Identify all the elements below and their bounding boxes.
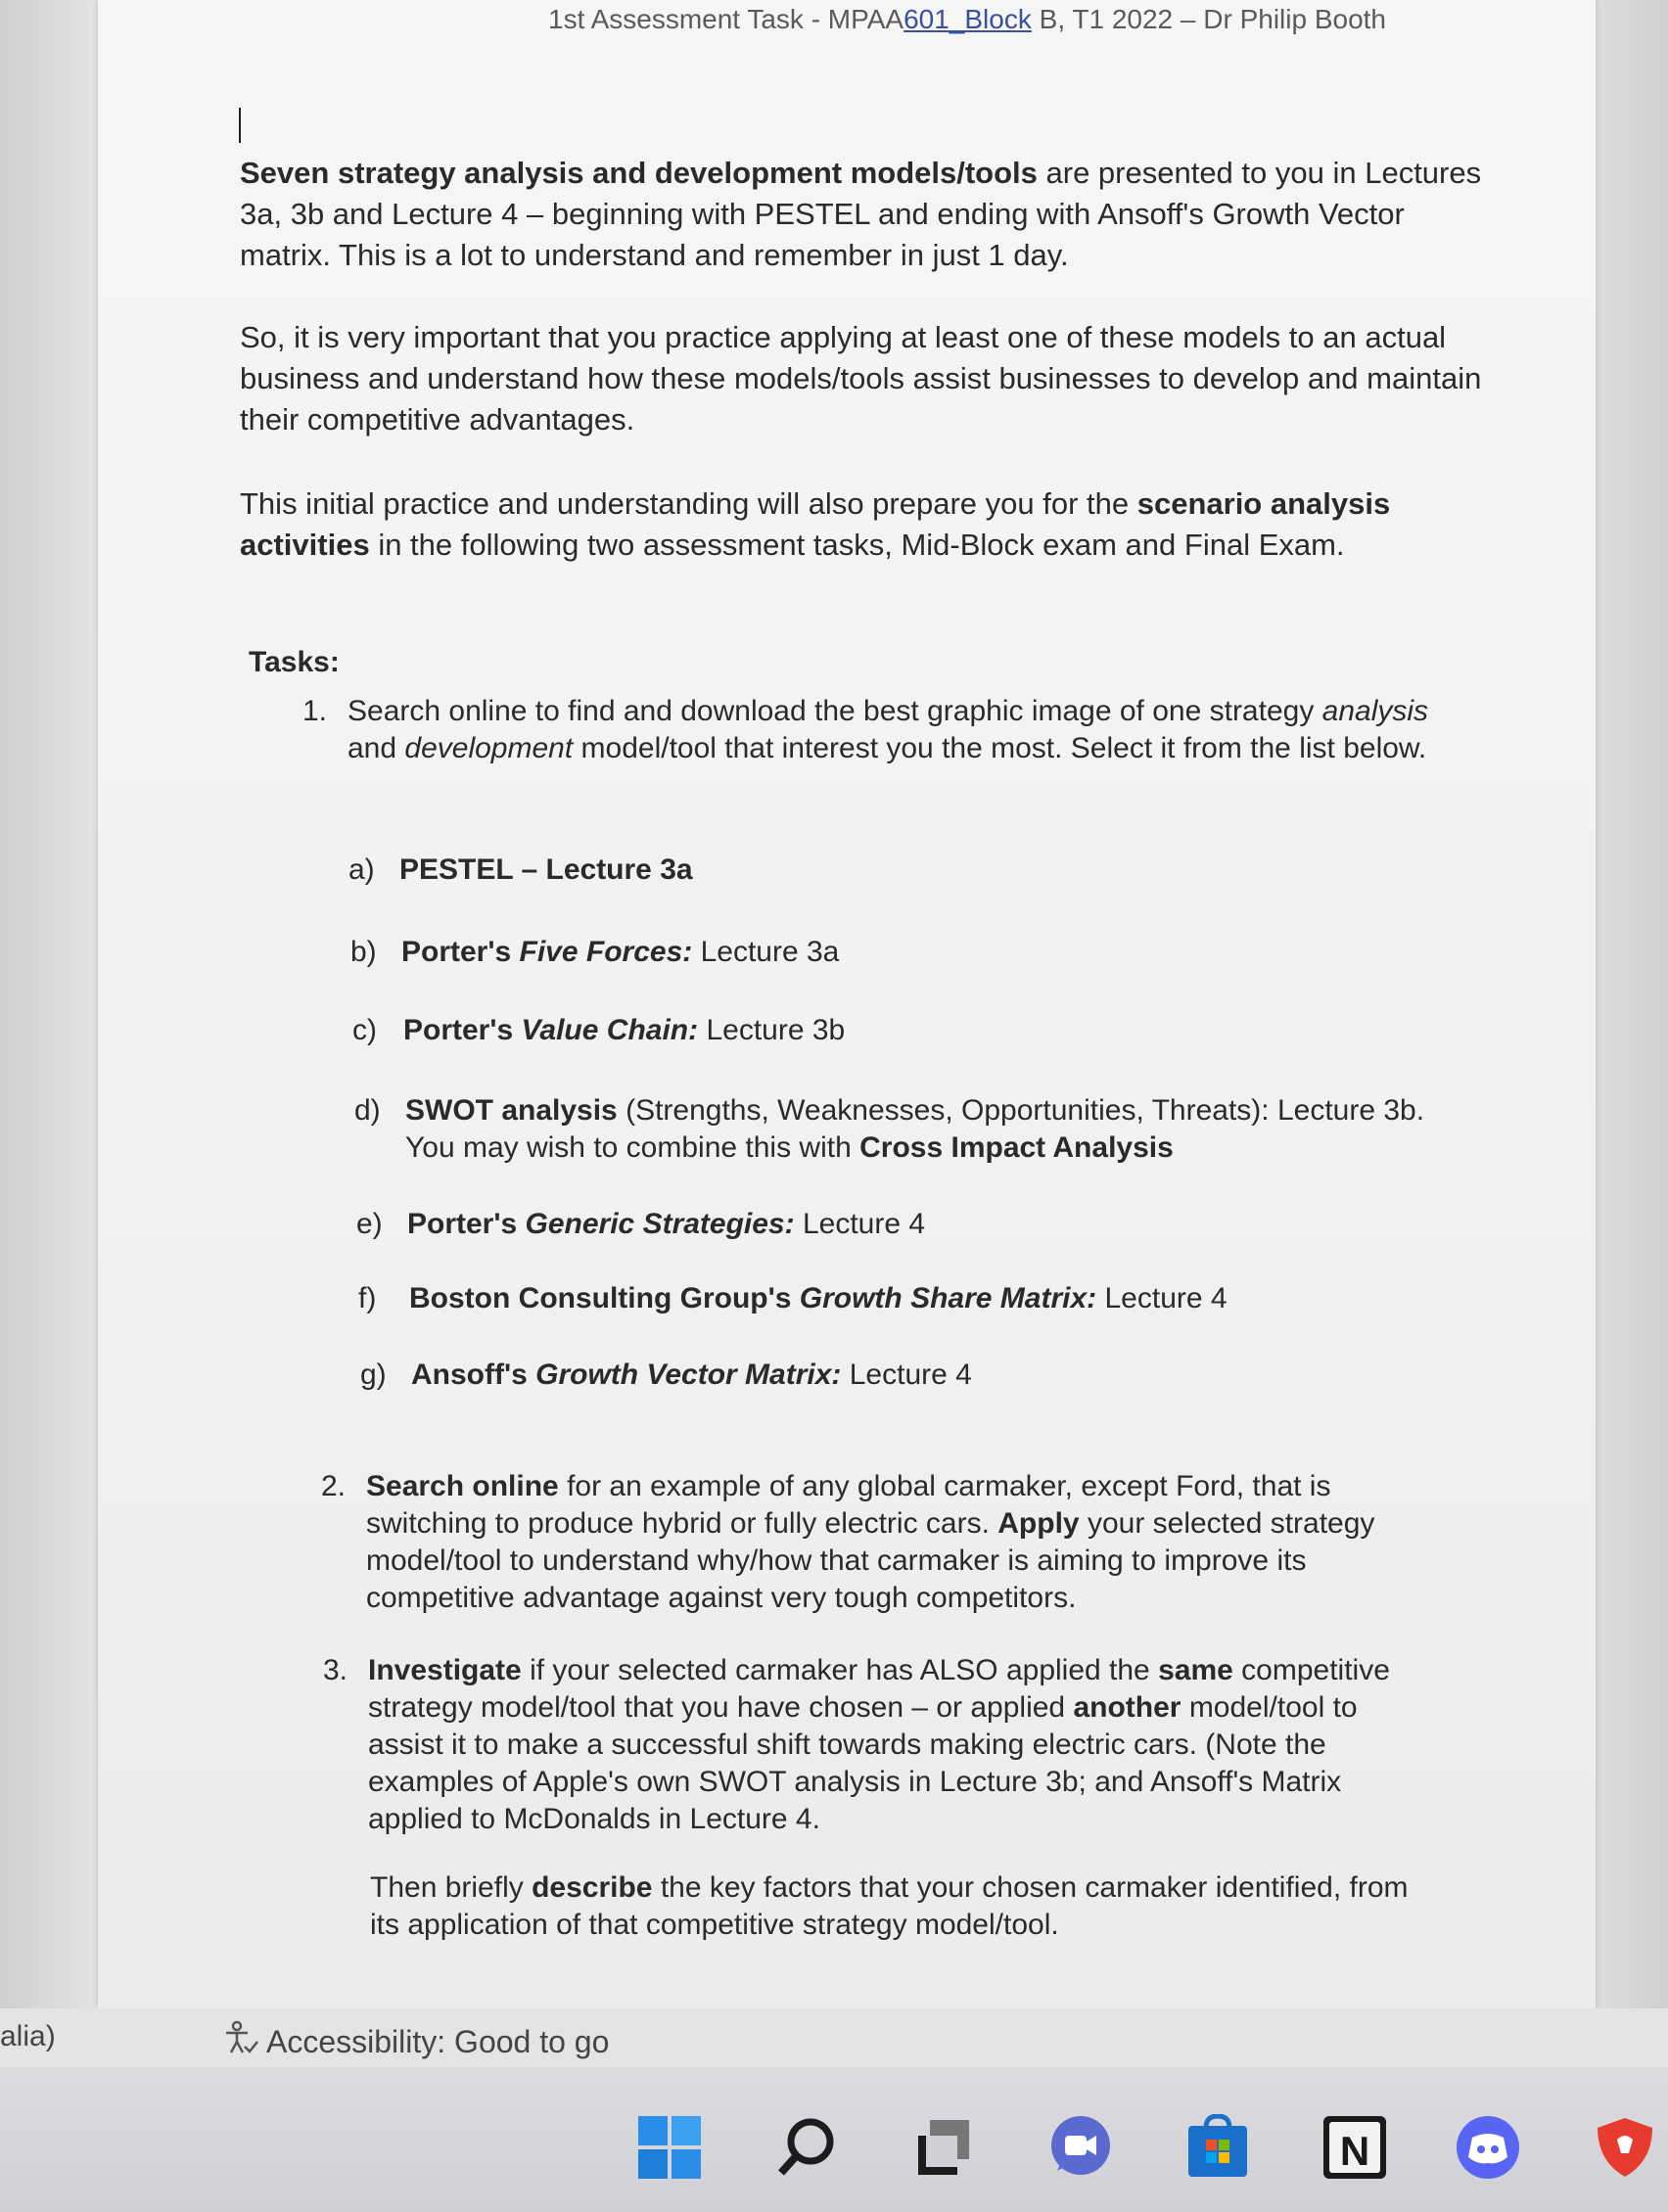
antivirus-shield-icon[interactable] [1592,2114,1658,2181]
option-b: b) Porter's Five Forces: Lecture 3a [350,936,840,968]
discord-icon[interactable] [1455,2114,1521,2181]
search-icon[interactable] [773,2114,840,2181]
notion-icon[interactable] [1321,2114,1388,2181]
option-e: e) Porter's Generic Strategies: Lecture 4 [356,1208,926,1240]
intro-paragraph-3: This initial practice and understanding will also prepare you for the scenario analysis activities in the following two assessment tasks, Mid-Block exam and Final Exam. [240,486,1391,562]
intro-paragraph-1: Seven strategy analysis and development models/tools are presented to you in Lectures 3a, 3b and Lecture 4 – beginning with PESTEL and ending with Ansoff's Growth Vector matrix. This is a lot to understand and remember in just 1 day. [240,156,1482,272]
option-g: g) Ansoff's Growth Vector Matrix: Lecture 4 [360,1359,972,1391]
language-indicator[interactable]: alia) [0,2020,56,2052]
option-f: f) Boston Consulting Group's Growth Share Matrix: Lecture 4 [358,1282,1228,1314]
task-2: 2. Search online for an example of any global carmaker, except Ford, that is switching to produce hybrid or fully electric cars. Apply your selected strategy model/tool to understand why/how that carmaker is aiming to improve its competitive advantage against very tough competitors. [321,1470,1375,1614]
teams-chat-icon[interactable] [1047,2114,1114,2181]
task-3-followup: Then briefly describe the key factors that your chosen carmaker identified, from its application of that competitive strategy model/tool. [370,1871,1409,1941]
windows-start-icon[interactable] [636,2114,703,2181]
task-3: 3. Investigate if your selected carmaker has ALSO applied the same competitive strategy model/tool that you have chosen – or applied another model/tool to assist it to make a successful shift towards making electric cars. (Note the examples of Apple's own SWOT analysis in Lecture 3b; and Ansoff's Matrix applied to McDonalds in Lecture 4. [323,1654,1390,1835]
task-view-icon[interactable] [910,2114,977,2181]
task-1: 1. Search online to find and download the best graphic image of one strategy analysis and development model/tool that interest you the most. Select it from the list below. [302,695,1429,764]
text-cursor [239,108,241,143]
accessibility-label: Accessibility: Good to go [266,2023,610,2059]
option-d: d) SWOT analysis (Strengths, Weaknesses, Opportunities, Threats): Lecture 3b. You may wish to combine this with Cross Impact Analysis [354,1094,1425,1164]
accessibility-icon [223,2020,258,2063]
option-a: a) PESTEL – Lecture 3a [348,853,693,886]
intro-paragraph-2: So, it is very important that you practice applying at least one of these models to an actual business and understand how these models/tools assist businesses to develop and maintain their competitive advantages. [240,320,1482,437]
option-c: c) Porter's Value Chain: Lecture 3b [352,1014,846,1046]
accessibility-status[interactable] [223,2020,609,2063]
svg-text:N: N [1339,2128,1370,2174]
tasks-heading: Tasks: [249,646,340,678]
microsoft-store-icon[interactable] [1184,2114,1251,2181]
page-header: 1st Assessment Task - MPAA601_Block B, T1 2022 – Dr Philip Booth [548,4,1386,34]
